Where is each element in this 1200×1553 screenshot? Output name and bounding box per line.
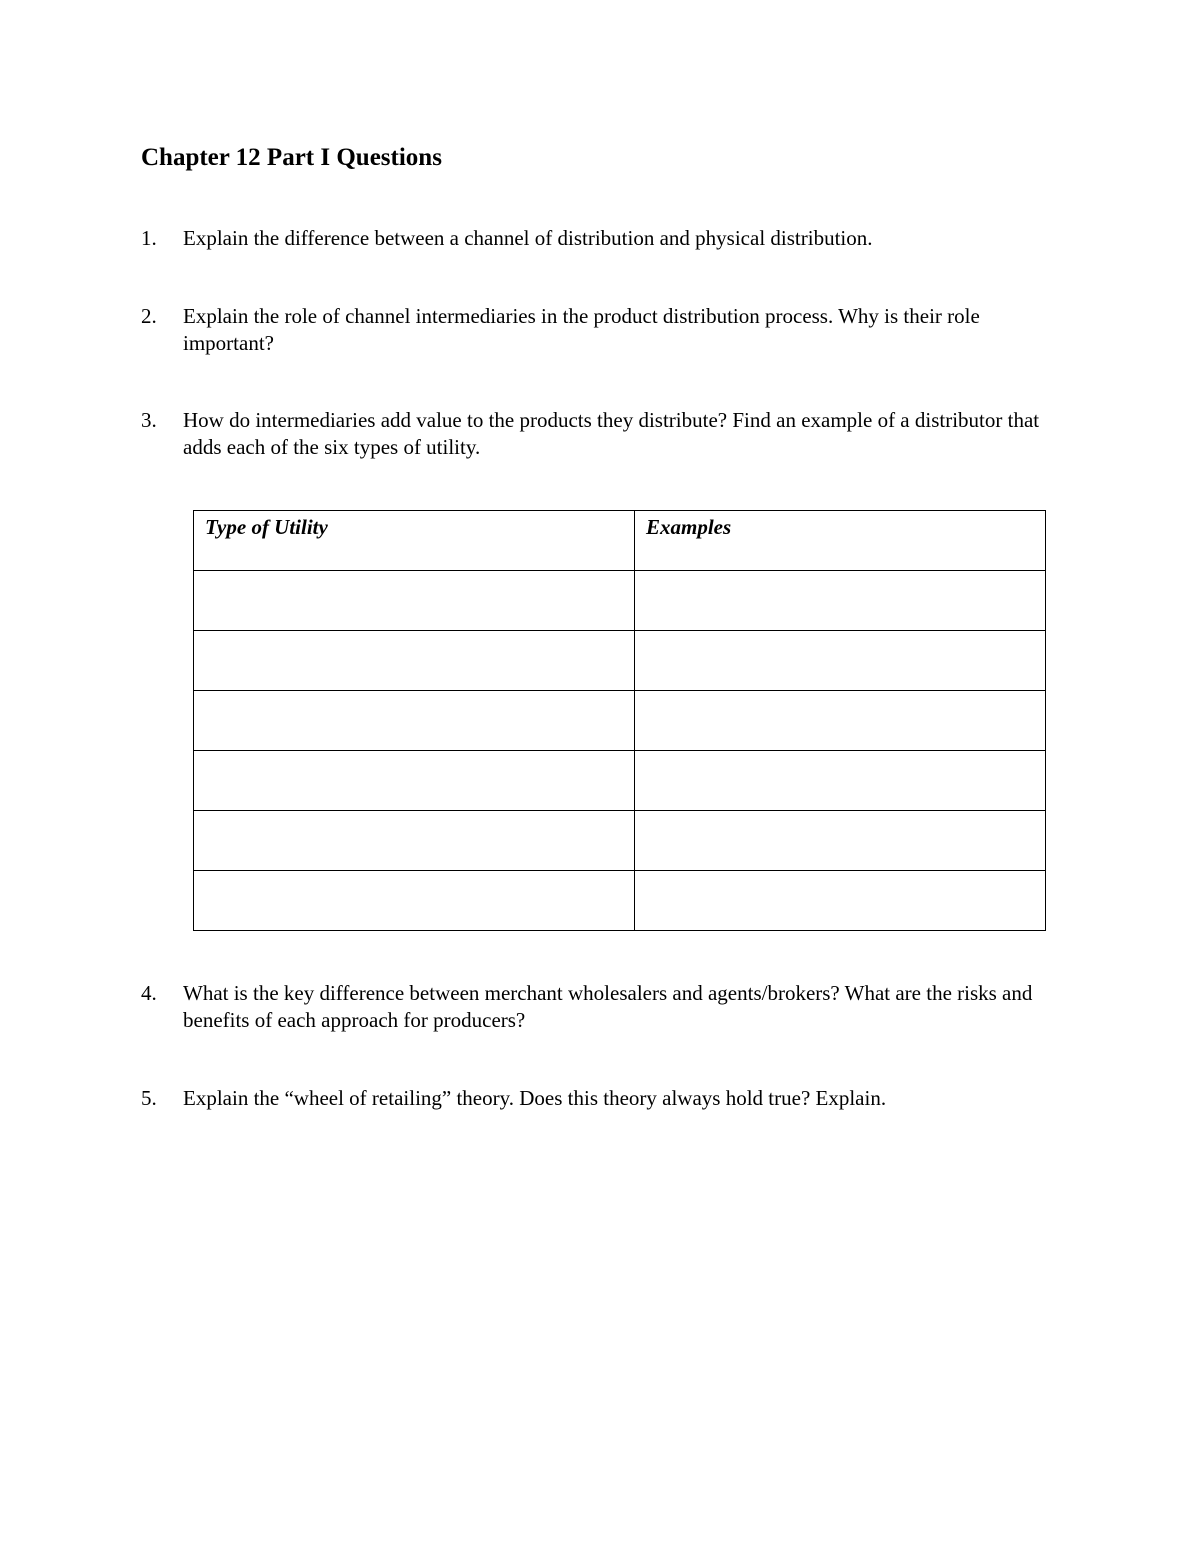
example-cell <box>635 811 1046 871</box>
question-text: How do intermediaries add value to the products they distribute? Find an example of a distributor that adds each of the six types of utility. <box>183 408 1040 459</box>
question-1 <box>141 225 1061 252</box>
question-number: 1. <box>141 226 157 250</box>
page-title: Chapter 12 Part I Questions <box>141 144 442 171</box>
question-text: Explain the difference between a channel of distribution and physical distribution. <box>183 226 873 250</box>
utility-cell <box>194 571 635 631</box>
example-cell <box>635 631 1046 691</box>
question-4 <box>141 980 1061 1034</box>
utility-table <box>193 510 1046 931</box>
question-number: 2. <box>141 304 157 328</box>
question-3 <box>141 407 1061 461</box>
question-text: Explain the “wheel of retailing” theory. Does this theory always hold true? Explain. <box>183 1086 887 1110</box>
header-examples <box>635 511 1046 571</box>
question-number: 3. <box>141 408 157 432</box>
header-type-of-utility <box>194 511 635 571</box>
example-cell <box>635 871 1046 931</box>
table-row <box>194 631 1046 691</box>
question-number: 5. <box>141 1086 157 1110</box>
table-row <box>194 811 1046 871</box>
utility-cell <box>194 811 635 871</box>
question-text: Explain the role of channel intermediaries in the product distribution process. Why is their role important? <box>183 304 980 355</box>
table-row <box>194 691 1046 751</box>
example-cell <box>635 571 1046 631</box>
table-row <box>194 751 1046 811</box>
question-text: What is the key difference between merchant wholesalers and agents/brokers? What are the risks and benefits of each approach for producers? <box>183 981 1033 1032</box>
question-2 <box>141 303 1061 357</box>
header-label: Examples <box>646 515 732 539</box>
question-5 <box>141 1085 1061 1112</box>
example-cell <box>635 751 1046 811</box>
table-row <box>194 571 1046 631</box>
table-row <box>194 871 1046 931</box>
utility-cell <box>194 631 635 691</box>
header-label: Type of Utility <box>205 515 328 539</box>
question-number: 4. <box>141 981 157 1005</box>
utility-cell <box>194 751 635 811</box>
example-cell <box>635 691 1046 751</box>
table-header-row <box>194 511 1046 571</box>
utility-cell <box>194 691 635 751</box>
utility-cell <box>194 871 635 931</box>
